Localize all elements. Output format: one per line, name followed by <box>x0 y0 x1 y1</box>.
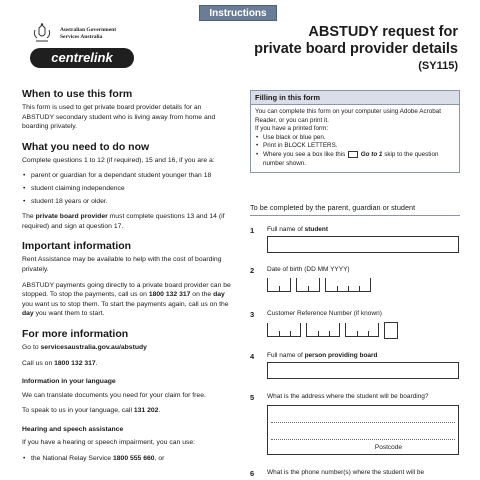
address-line-divider <box>271 422 455 423</box>
what-to-do-intro: Complete questions 1 to 12 (if required), 15 and 16, if you are a: <box>22 156 215 164</box>
text: . <box>158 407 161 415</box>
gov-dept: Services Australia <box>60 34 103 40</box>
important-text-2 <box>22 281 234 319</box>
text: you want them to start. <box>33 310 105 318</box>
heading-more-info: For more information <box>22 327 129 340</box>
text: skip to the question number shown. <box>263 151 439 167</box>
text: To speak to us in your language, call <box>22 407 134 415</box>
question-label: What is the address where the student will be boarding? <box>267 393 429 400</box>
question-number: 5 <box>250 393 255 402</box>
text: on the <box>190 291 214 299</box>
go-to-box-icon <box>348 151 358 158</box>
language-text-1: We can translate documents you need for your claim for free. <box>22 391 206 399</box>
centrelink-logo: centrelink <box>30 48 134 68</box>
section-more-info <box>22 328 234 368</box>
title-line-2: private board provider details <box>254 41 458 57</box>
provider-instruction <box>22 212 234 231</box>
filling-in-box <box>250 90 460 173</box>
heading-when-to-use: When to use this form <box>22 88 133 100</box>
language-text-2 <box>22 406 234 416</box>
section-what-to-do <box>22 141 234 232</box>
text: , or <box>154 455 165 463</box>
text: The <box>22 213 36 221</box>
section-important <box>22 240 234 319</box>
section-hearing <box>22 425 234 464</box>
question-label: Date of birth (DD MM YYYY) <box>267 266 350 273</box>
hearing-list <box>22 454 234 464</box>
question-label <box>267 352 378 359</box>
list-item: • student 18 years or older. <box>22 197 234 207</box>
phone-number: 131 202 <box>133 407 159 415</box>
heading-language: Information in your language <box>22 378 116 386</box>
filling-text-1: You can complete this form on your computer using Adobe Acrobat Reader, or you can print it. <box>255 108 441 124</box>
section-language <box>22 377 234 416</box>
text: you want us to stop them. To start the payments again, call us on the <box>22 300 229 308</box>
phone-number: 1800 555 660 <box>112 455 155 463</box>
filling-list <box>255 134 455 169</box>
question-label: What is the phone number(s) where the student will be <box>267 469 425 476</box>
call-line <box>22 359 234 369</box>
phone-number: 1800 132 317 <box>148 291 191 299</box>
filling-body <box>251 105 459 172</box>
crn-field-part-1[interactable] <box>267 323 301 337</box>
list-item: • Use black or blue pen. <box>255 134 455 143</box>
text: Go to <box>22 343 41 351</box>
text: must complete questions 13 and 14 (if required) and sign at question 17. <box>22 213 225 230</box>
board-provider-name-field[interactable] <box>267 362 459 379</box>
go-to-example: Go to 1 <box>360 151 383 159</box>
question-number: 2 <box>250 266 255 275</box>
heading-important: Important information <box>22 240 132 253</box>
heading-what-to-do: What you need to do now <box>22 140 150 153</box>
list-item: • student claiming independence <box>22 184 234 194</box>
text: Full name of <box>267 226 305 233</box>
hearing-text: If you have a hearing or speech impairment, you can use: <box>22 439 196 447</box>
question-number: 6 <box>250 469 255 478</box>
student-name-field[interactable] <box>267 236 459 253</box>
question-number: 4 <box>250 352 255 361</box>
question-number: 1 <box>250 226 255 235</box>
question-number: 3 <box>250 310 255 319</box>
list-item: • Print in BLOCK LETTERS. <box>255 142 455 151</box>
crn-field-part-2[interactable] <box>306 323 340 337</box>
text: . <box>95 359 98 367</box>
list-item: • parent or guardian for a dependant student younger than 18 <box>22 171 234 181</box>
list-item <box>255 151 455 168</box>
important-text-1: Rent Assistance may be available to help with the cost of boarding privately. <box>22 256 222 273</box>
question-label <box>267 226 328 233</box>
right-column <box>250 90 460 173</box>
dob-day-field[interactable] <box>267 278 291 292</box>
crn-field-part-3[interactable] <box>345 323 379 337</box>
form-code: (SY115) <box>418 60 458 72</box>
emphasis: day <box>22 310 34 318</box>
text: Full name of <box>267 352 305 359</box>
heading-hearing: Hearing and speech assistance <box>22 425 124 433</box>
text: Where you see a box like this <box>263 151 347 159</box>
text: the National Relay Service <box>31 455 113 463</box>
coat-of-arms-icon <box>30 22 54 46</box>
when-to-use-text: This form is used to get private board provider details for an ABSTUDY secondary student who is living away from home and boarding privately. <box>22 104 216 131</box>
text: Call us on <box>22 359 55 367</box>
completed-by-heading: To be completed by the parent, guardian or student <box>250 203 460 216</box>
text: ABSTUDY payments going directly to a private board provider can be stopped. To stop the payments, call us on <box>22 281 231 299</box>
phone-number: 1800 132 317 <box>54 359 96 367</box>
form-title <box>254 24 458 58</box>
emphasis: private board provider <box>35 213 108 221</box>
list-item <box>22 454 234 464</box>
title-line-1: ABSTUDY request for <box>308 24 458 40</box>
boarding-address-field[interactable] <box>267 405 459 455</box>
tab-instructions[interactable]: Instructions <box>199 5 277 21</box>
dob-year-field[interactable] <box>325 278 371 292</box>
left-column <box>22 88 234 473</box>
gov-name: Australian Government <box>60 27 117 33</box>
crn-check-character-field[interactable] <box>384 322 398 339</box>
who-list <box>22 171 234 206</box>
question-label: Customer Reference Number (if known) <box>267 310 382 317</box>
website-link[interactable]: servicesaustralia.gov.au/abstudy <box>40 343 147 351</box>
filling-text-2: If you have a printed form: <box>255 125 329 133</box>
emphasis: person providing board <box>304 352 378 359</box>
address-line-divider <box>271 439 455 440</box>
filling-heading: Filling in this form <box>251 91 459 105</box>
section-when-to-use <box>22 88 234 132</box>
postcode-label: Postcode <box>374 444 402 451</box>
emphasis: day <box>213 291 225 299</box>
dob-month-field[interactable] <box>296 278 320 292</box>
website-line <box>22 343 234 353</box>
emphasis: student <box>304 226 329 233</box>
